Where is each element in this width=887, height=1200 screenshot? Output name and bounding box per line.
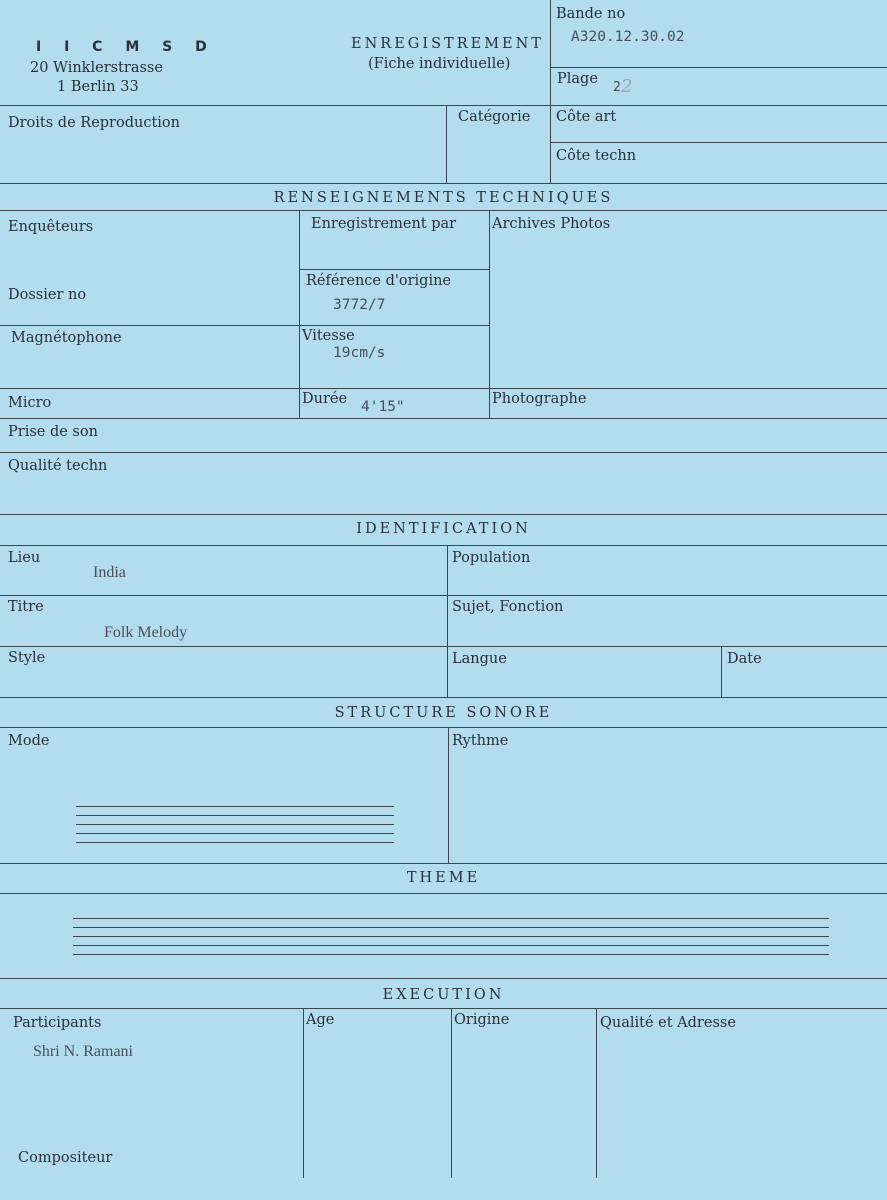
cote-art-label: Côte art [556,109,617,125]
org-address-line1: 20 Winklerstrasse [30,60,163,76]
sujet-fonction-label: Sujet, Fonction [452,599,564,615]
duree-value: 4'15" [361,399,405,415]
reference-value: 3772/7 [333,297,386,313]
form-subtitle: (Fiche individuelle) [368,56,511,72]
org-logo-text: I I C M S D [36,39,216,55]
divider [0,1008,887,1009]
section-title-execution: EXECUTION [382,987,505,1003]
date-label: Date [727,651,762,667]
divider [0,452,887,453]
divider [550,105,551,183]
form-title: ENREGISTREMENT [351,36,544,52]
divider [451,1008,452,1178]
compositeur-label: Compositeur [18,1150,113,1166]
prise-de-son-label: Prise de son [8,424,98,440]
plage-label: Plage [557,71,598,87]
divider [0,418,887,419]
section-title-identification: IDENTIFICATION [356,521,531,537]
divider [721,646,722,697]
age-label: Age [306,1012,335,1028]
divider [446,105,447,183]
plage-value: 2 [613,80,621,95]
divider [0,727,887,728]
divider [0,978,887,979]
divider [0,893,887,894]
divider [0,863,887,864]
langue-label: Langue [452,651,507,667]
handwritten-mark: 2 [621,76,633,97]
divider [0,210,887,211]
cote-techn-label: Côte techn [556,148,637,164]
mode-label: Mode [8,733,50,749]
droits-label: Droits de Reproduction [8,115,180,131]
divider [550,0,551,105]
divider [550,67,887,68]
divider [0,646,887,647]
titre-value: Folk Melody [104,624,188,641]
divider [447,545,448,697]
magnetophone-label: Magnétophone [11,330,122,346]
divider [0,595,887,596]
divider [0,545,887,546]
qualite-techn-label: Qualité techn [8,458,108,474]
vitesse-value: 19cm/s [333,345,386,361]
enqueteurs-label: Enquêteurs [8,219,94,235]
lieu-value: India [93,564,126,581]
divider [596,1008,597,1178]
divider [299,269,489,270]
divider [303,1008,304,1178]
enregistrement-par-label: Enregistrement par [311,216,457,232]
style-label: Style [8,650,46,666]
divider [489,210,490,418]
bande-value: A320.12.30.02 [571,29,685,45]
org-address-line2: 1 Berlin 33 [57,79,139,95]
divider [0,325,489,326]
population-label: Population [452,550,531,566]
participants-value: Shri N. Ramani [33,1043,133,1060]
lieu-label: Lieu [8,550,41,566]
qualite-adresse-label: Qualité et Adresse [600,1015,736,1031]
section-title-theme: THEME [406,870,481,886]
micro-label: Micro [8,395,52,411]
divider [0,697,887,698]
categorie-label: Catégorie [458,109,531,125]
rythme-label: Rythme [452,733,509,749]
photographe-label: Photographe [492,391,587,407]
divider [448,727,449,863]
duree-label: Durée [302,391,348,407]
reference-label: Référence d'origine [306,273,452,289]
divider [0,388,887,389]
titre-label: Titre [8,599,44,615]
divider [550,142,887,143]
origine-label: Origine [454,1012,510,1028]
archives-photos-label: Archives Photos [492,216,611,232]
vitesse-label: Vitesse [302,328,355,344]
divider [299,210,300,418]
divider [0,105,887,106]
bande-label: Bande no [556,6,626,22]
divider [0,183,887,184]
participants-label: Participants [13,1015,102,1031]
section-title-technical: RENSEIGNEMENTS TECHNIQUES [273,190,614,206]
dossier-label: Dossier no [8,287,87,303]
divider [0,514,887,515]
section-title-structure: STRUCTURE SONORE [334,705,553,721]
